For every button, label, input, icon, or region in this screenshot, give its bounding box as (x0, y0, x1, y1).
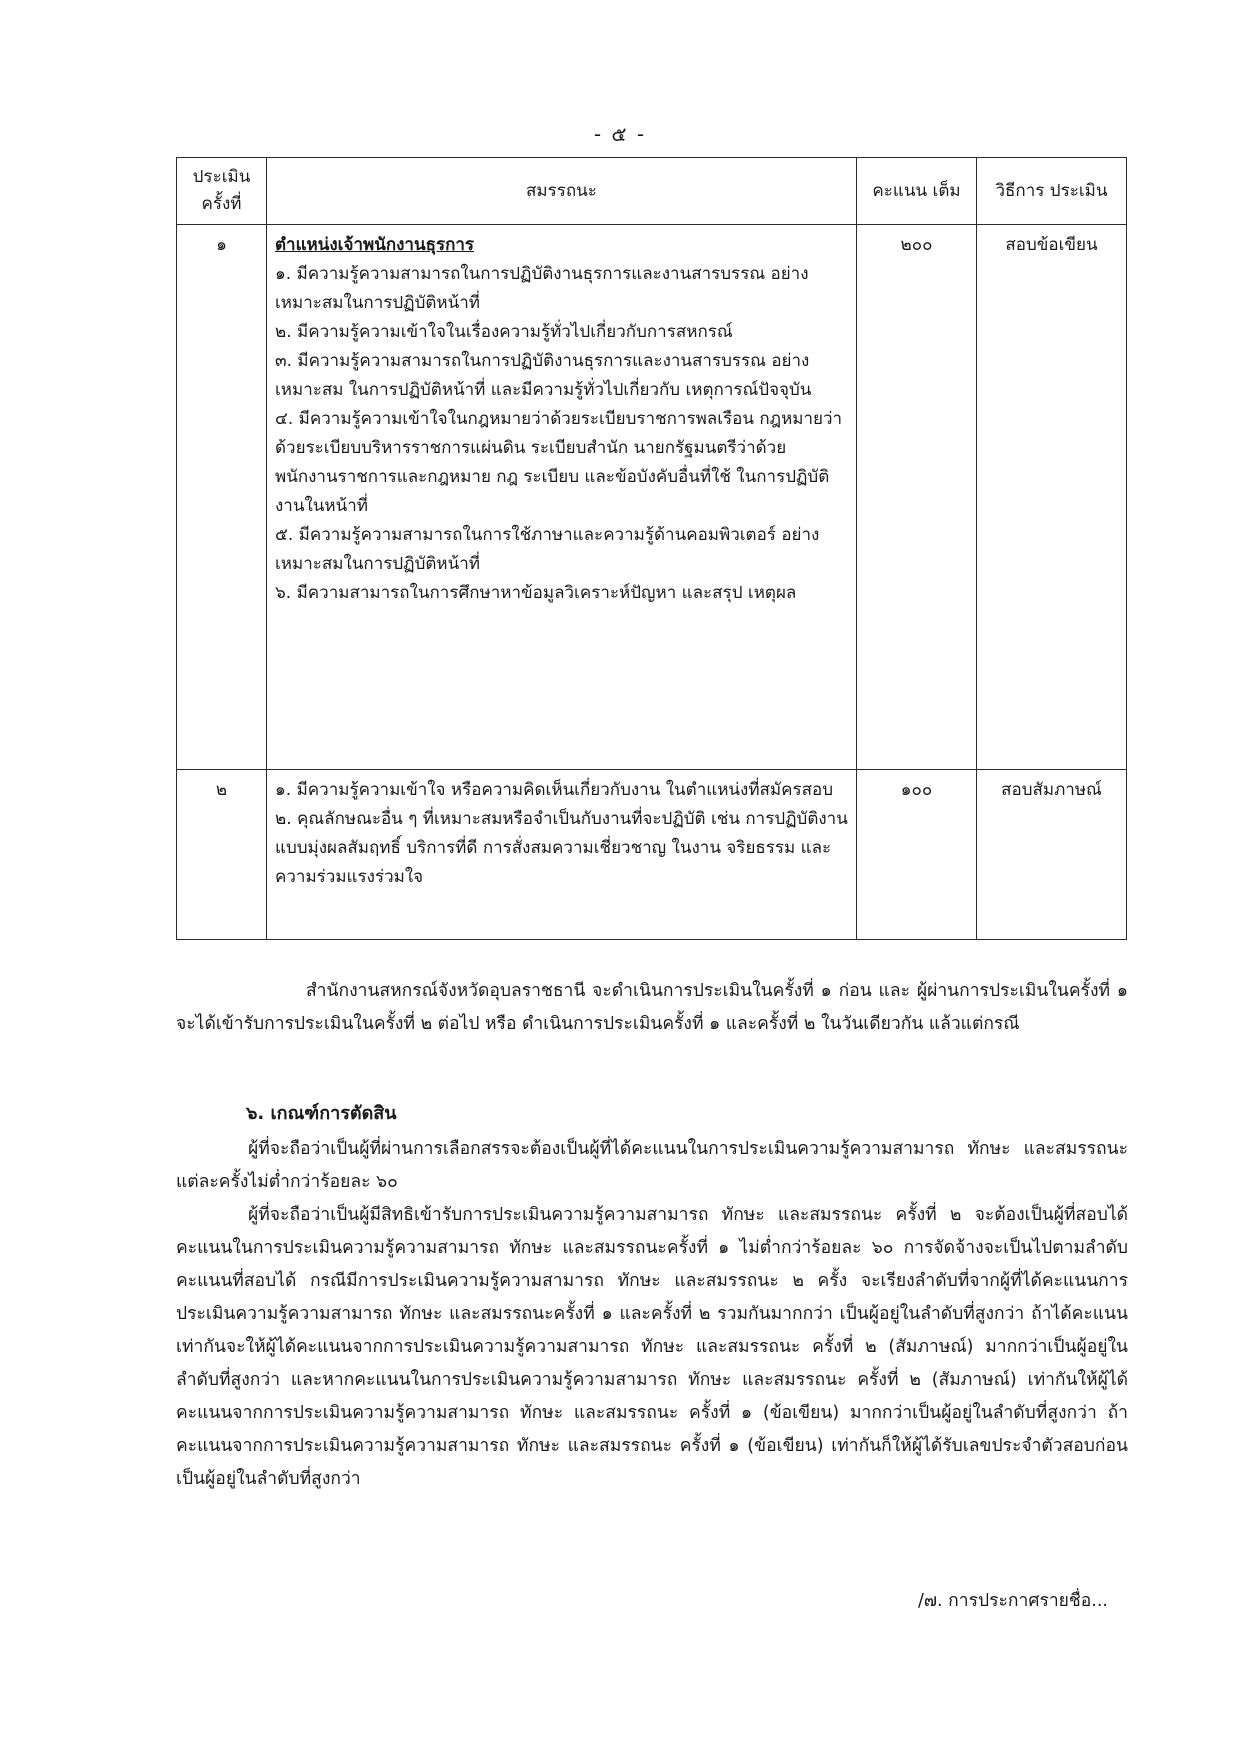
header-competency: สมรรถนะ (267, 158, 857, 225)
cell-competency (267, 225, 857, 770)
table-header-row (177, 158, 1127, 225)
section-6-body (176, 1133, 1128, 1496)
competency-table (176, 157, 1127, 940)
cell-full-score: ๑๐๐ (857, 770, 977, 940)
list-item: ๔. มีความรู้ความเข้าใจในกฎหมายว่าด้วยระเบียบราชการพลเรือน กฎหมายว่าด้วยระเบียบบริหารราชการแผ่นดิน ระเบียบสำนัก นายกรัฐมนตรีว่าด้วยพนักงานราชการและกฎหมาย กฎ ระเบียบ และข้อบังคับอื่นที่ใช้ ในการปฏิบัติงานในหน้าที่ (275, 409, 843, 516)
criteria-paragraph-2: ผู้ที่จะถือว่าเป็นผู้มีสิทธิเข้ารับการประเมินความรู้ความสามารถ ทักษะ และสมรรถนะ ครั้งที่ ๒ จะต้องเป็นผู้ที่สอบได้คะแนนในการประเมินความรู้ความสามารถ ทักษะ และสมรรถนะครั้งที่ ๑ ไม่ต่ำกว่าร้อยละ ๖๐ การจัดจ้างจะเป็นไปตามลำดับคะแนนที่สอบได้ กรณีมีการประเมินความรู้ความสามารถ ทักษะ และสมรรถนะ ๒ ครั้ง จะเรียงลำดับที่จากผู้ที่ได้คะแนนการประเมินความรู้ความสามารถ ทักษะ และสมรรถนะครั้งที่ ๑ และครั้งที่ ๒ รวมกันมากกว่า เป็นผู้อยู่ในลำดับที่สูงกว่า ถ้าได้คะแนนเท่ากันจะให้ผู้ได้คะแนนจากการประเมินความรู้ความสามารถ ทักษะ และสมรรถนะ ครั้งที่ ๒ (สัมภาษณ์) มากกว่าเป็นผู้อยู่ในลำดับที่สูงกว่า และหากคะแนนในการประเมินความรู้ความสามารถ ทักษะ และสมรรถนะ ครั้งที่ ๒ (สัมภาษณ์) เท่ากันให้ผู้ได้คะแนนจากการประเมินความรู้ความสามารถ ทักษะ และสมรรถนะ ครั้งที่ ๑ (ข้อเขียน) มากกว่าเป็นผู้อยู่ในลำดับที่สูงกว่า ถ้าคะแนนจากการประเมินความรู้ความสามารถ ทักษะ และสมรรถนะ ครั้งที่ ๑ (ข้อเขียน) เท่ากันก็ให้ผู้ได้รับเลขประจำตัวสอบก่อนเป็นผู้อยู่ในลำดับที่สูงกว่า (176, 1205, 1128, 1489)
list-item: ๕. มีความรู้ความสามารถในการใช้ภาษาและความรู้ด้านคอมพิวเตอร์ อย่างเหมาะสมในการปฏิบัติหน้าที่ (275, 525, 820, 574)
header-method: วิธีการ ประเมิน (977, 158, 1127, 225)
cell-round: ๑ (177, 225, 267, 770)
header-round: ประเมิน ครั้งที่ (177, 158, 267, 225)
cell-method: สอบข้อเขียน (977, 225, 1127, 770)
list-item: ๑. มีความรู้ความสามารถในการปฏิบัติงานธุรการและงานสารบรรณ อย่างเหมาะสมในการปฏิบัติหน้าที่ (275, 264, 809, 313)
list-item: ๖. มีความสามารถในการศึกษาหาข้อมูลวิเคราะห์ปัญหา และสรุป เหตุผล (275, 583, 797, 603)
table-row (177, 770, 1127, 940)
continuation-note: /๗. การประกาศรายชื่อ... (918, 1591, 1108, 1611)
competency-list (275, 260, 848, 608)
list-item: ๓. มีความรู้ความสามารถในการปฏิบัติงานธุรการและงานสารบรรณ อย่างเหมาะสม ในการปฏิบัติหน้าที่ และมีความรู้ทั่วไปเกี่ยวกับ เหตุการณ์ปัจจุบัน (275, 351, 812, 400)
assessment-order-paragraph: สำนักงานสหกรณ์จังหวัดอุบลราชธานี จะดำเนินการประเมินในครั้งที่ ๑ ก่อน และ ผู้ผ่านการประเมินในครั้งที่ ๑ จะได้เข้ารับการประเมินในครั้งที่ ๒ ต่อไป หรือ ดำเนินการประเมินครั้งที่ ๑ และครั้งที่ ๒ ในวันเดียวกัน แล้วแต่กรณี (176, 981, 1128, 1034)
page-number: - ๕ - (593, 122, 647, 146)
cell-method: สอบสัมภาษณ์ (977, 770, 1127, 940)
table-row (177, 225, 1127, 770)
cell-round: ๒ (177, 770, 267, 940)
cell-full-score: ๒๐๐ (857, 225, 977, 770)
criteria-paragraph-1: ผู้ที่จะถือว่าเป็นผู้ที่ผ่านการเลือกสรรจะต้องเป็นผู้ที่ได้คะแนนในการประเมินความรู้ความสามารถ ทักษะ และสมรรถนะ แต่ละครั้งไม่ต่ำกว่าร้อยละ ๖๐ (176, 1139, 1128, 1192)
header-full-score: คะแนน เต็ม (857, 158, 977, 225)
competency-list (275, 776, 848, 892)
list-item: ๒. คุณลักษณะอื่น ๆ ที่เหมาะสมหรือจำเป็นกับงานที่จะปฏิบัติ เช่น การปฏิบัติงานแบบมุ่งผลสัมฤทธิ์ บริการที่ดี การสั่งสมความเชี่ยวชาญ ในงาน จริยธรรม และความร่วมแรงร่วมใจ (275, 809, 848, 887)
list-item: ๒. มีความรู้ความเข้าใจในเรื่องความรู้ทั่วไปเกี่ยวกับการสหกรณ์ (275, 322, 733, 342)
cell-competency (267, 770, 857, 940)
list-item: ๑. มีความรู้ความเข้าใจ หรือความคิดเห็นเกี่ยวกับงาน ในตำแหน่งที่สมัครสอบ (275, 780, 834, 800)
competency-table-wrapper (176, 157, 1126, 940)
section-6-title: ๖. เกณฑ์การตัดสิน (246, 1103, 397, 1124)
position-heading: ตำแหน่งเจ้าพนักงานธุรการ (275, 235, 475, 255)
